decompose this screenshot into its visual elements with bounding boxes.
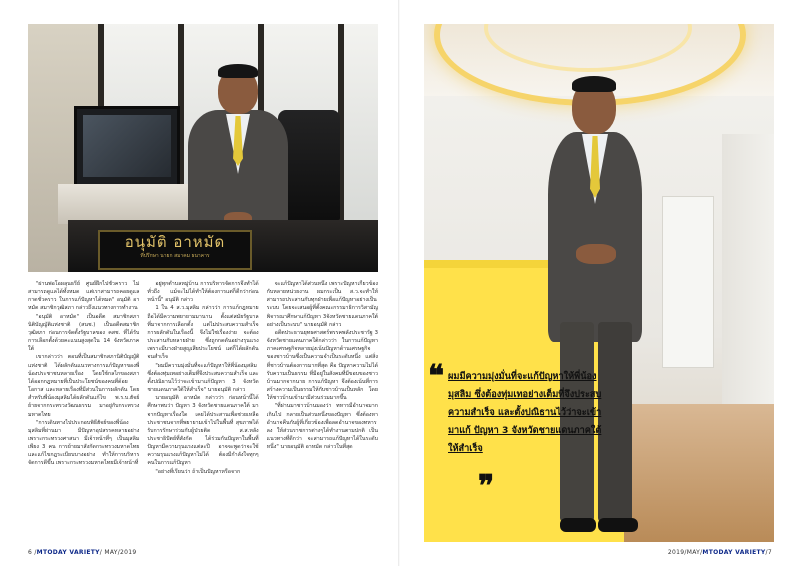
magazine-brand: MTODAY VARIETY [36,549,100,556]
nameplate [98,230,252,270]
lobby-photo [424,24,774,542]
paragraph: "อนุมัติ อาหมัด" เป็นอดีต สมาชิกสภานิติบัญญัติแห่งชาติ (สนช.) เป็นอดีตสมาชิกวุฒิสภา ก่อนการจัดตั้งรัฐบาลของ คสช. ที่ได้รับการเลือกตั้งด้วยคะแนนสูงสุดใน 14 จังหวัดภาคใต้ [28,313,140,353]
close-quote-icon: ❞ [478,469,495,504]
nameplate-subtitle: ที่ปรึกษา นายก สมาคม ธนาคาร [140,253,210,259]
page-number: 7 [767,549,772,556]
portrait-standing [520,72,670,542]
portrait-seated [178,62,298,232]
office-photo [28,24,378,272]
paragraph: "ผ่านพ่อโอผลุนธรีย์ ศูนย์ฝึกไปชั่วคราว ไม่สามารถดูแลได้ทั้งหมด แต่เราสามารถคอยดูแลกาดชั่วคราว ในการแก้ปัญหาได้หมด" อนุมัติ อาหมัด สมาชิกวุฒิสภา กล่าวถึงแนวทางการทำงาน [28,281,140,312]
issue-date: 2019/MAY/ [667,549,703,556]
paragraph: อยู่ทุกตำบลหมู่บ้าน การบริหารจัดการจึงทำได้ทั่วถึง แม้จะไม่ได้ทำให้ต้องการแต่ก็ดีกว่าก่อนหน้านี้" อนุมัติ กล่าว [147,281,259,304]
article-column-3 [267,280,378,542]
paragraph: เขากล่าวว่า ตอนที่เป็นสมาชิกสภานิติบัญญัติแห่งชาติ ได้ผลักดันแนวทางการแก้ปัญหาของพี่น้องประชาชนหลายเรื่อง โดยใช้กลไกของสภา ได้ออกกฎหมายที่เป็นประโยชน์ของคนที่ด้อยโอกาส และหลายเรื่องที่มีส่วนในการผลักดัน โดยสำหรับพี่น้องมุสลิมได้ผลักดันแก้ไข พ.ร.บ.ฮัจย์ ย้ายจากกระทรวงวัฒนธรรม มาอยู่กับกระทรวงมหาดไทย [28,354,140,418]
paragraph: จะแก้ปัญหาได้ส่วนหนึ่ง เพราะปัญหาเกี่ยวข้องกับหลายหน่วยงาน ผมกระเป็น ส.ว.จะทำให้สามารถประสานกับทุกฝ่ายเพื่อแก้ปัญหาอย่างเป็นระบบ โดยจะเสนอผู้ที่ตั้งคณะกรรมาธิการวิสามัญพิจารณาศึกษาแก้ปัญหา 3จังหวัดชายแดนภาคใต้ อย่างเป็นระบบ" นายอนุมัติ กล่าว [266,281,378,328]
issue-date: MAY/2019 [104,549,137,556]
pull-quote-text: ผมมีความมุ่งมั่นที่จะแก้ปัญหาให้พี่น้องมุสลิม ซึ่งต้องทุ่มเทอย่างเต็มที่จึงประสบความสำเร็จ และตั้งปณิธานไว้ว่าจะเข้ามาแก้ ปัญหา 3 จังหวัดชายแดนภาคใต้ ให้สำเร็จ [448,371,602,454]
paragraph: "ผมมีความมุ่งมั่นที่จะแก้ปัญหาให้พี่น้องมุสลิม ซึ่งต้องทุ่มเทอย่างเต็มที่จึงประสบความสำเร็จ และตั้งปณิธานไว้ว่าจะเข้ามาแก้ปัญหา 3 จังหวัดชายแดนภาคใต้ให้สำเร็จ" นายอนุมัติ กล่าว [147,362,259,394]
open-quote-icon: ❝ [428,359,445,394]
page-footer-left: 6 /MTODAY VARIETY/ MAY/2019 [28,549,137,556]
article-columns [28,280,378,542]
article-column-2 [147,280,258,542]
right-page [400,0,800,566]
magazine-brand: MTODAY VARIETY [702,549,766,556]
paragraph: "ที่ผ่านมาชาวบ้านมองว่า ทหารมีอำนาจมากเกินไป กลายเป็นส่วนหนึ่งของปัญหา ซึ่งต้องหาอำนาจคืนกับผู้ที่เกี่ยวข้องเพื่อลดอำนาจของทหารลง ให้ส่วนราชการต่างๆได้ทำงานตามปกติ เป็นแนวทางที่ดีกว่า จะสามารถแก้ปัญหาได้ในระดับหนึ่ง" นายอนุมัติ อาหมัด กล่าวในที่สุด [266,403,378,451]
nameplate-name: อนุมัติ อาหมัด [124,233,226,251]
paragraph: "การเดินทางไปประกอบพิธีฮัจย์ของพี่น้องมุสลิมที่ผ่านมา มีปัญหาอุปสรรคหลายอย่าง เพราะกระทรวงศาสนา มีเจ้าหน้าที่ๆ เป็นมุสลิมเพียง 3 คน การย้ายมาสังกัดกระทรวงมหาดไทย และแก้ไขกฎระเบียบบางอย่าง ทำให้การบริหารจัดการดีขึ้น เพราะกระทรวงมหาดไทยมีเจ้าหน้าที่ [28,419,140,467]
paragraph: 1 ใน 4 ส.ว.มุสลิม กล่าวว่า การแก้กฎหมายถือได้มีความพยายามมานาน ตั้งแต่สมัยรัฐบาลที่มาจากการเลือกตั้ง แต่ไม่ประสบความสำเร็จ การผลักดันในเรื่องนี้ จึงไม่ใช่เรื่องง่าย จะต้องประสานกับหลายฝ่าย ซึ่งถูกกดดันอย่างรุนแรง เพราะมีบางฝ่ายสูญเสียประโยชน์ แต่ก็ได้ผลักดันจนสำเร็จ [147,305,259,361]
television-icon [74,106,180,190]
paragraph: อดีตประธานยุทธศาสตร์พรรคพลังประชารัฐ 3 จังหวัดชายแดนภาคใต้กล่าวว่า ในการแก้ปัญหาภาคเศรษฐกิจหลายมุ่งเน้นปัญหาด้านเศรษฐกิจของชาวบ้านซึ่งเป็นความจำเป็นระดับหนึ่ง แต่สิ่งที่ชาวบ้านต้องการมากที่สุด คือ ปัญหาความไม่ได้รับความเป็นธรรม ที่มีอยู่ในสังคมที่มีขอบของชาวบ้านมากจากนาย การแก้ปัญหา จึงต้องเน้นที่การสร้างความเป็นธรรมให้กับชาวบ้านเป็นหลัก โดยให้ชาวบ้านเข้ามามีส่วนร่วมมากขึ้น [266,329,378,402]
paragraph: นายอนุมัติ อาหมัด กล่าวว่า ก่อนหน้านี้ได้ศึกษาพบว่า ปัญหา 3 จังหวัดชายแดนภาคใต้ มาจากปัญหาเรื่องใด เคยได้ประสานเพื่อช่วยเหลือประชาชนจากที่พยายามเข้าไปในพื้นที่ สุขภาพได้รับการรักษาร่วมกับผู้ป่วยติด ส.ส.หลังประชาธิปัตย์ที่สังกัด ได้ร่วมกันปัญหาในพื้นที่ ปัญหามีความรุนแรงแต่ละปี อาจจะพูดว่าจะใช้ความรุนแรงแก้ปัญหาไม่ได้ ต้องมีกำลังใจทุกๆคนในการแก้ปัญหา [147,395,259,467]
page-footer-right: 2019/MAY/MTODAY VARIETY/7 [667,549,772,556]
page-number: 6 [28,549,33,556]
article-column-1 [28,280,139,542]
paragraph: "อย่างที่เรียนว่า ถ้าเป็นปัญหาหรือจาก [155,468,241,475]
